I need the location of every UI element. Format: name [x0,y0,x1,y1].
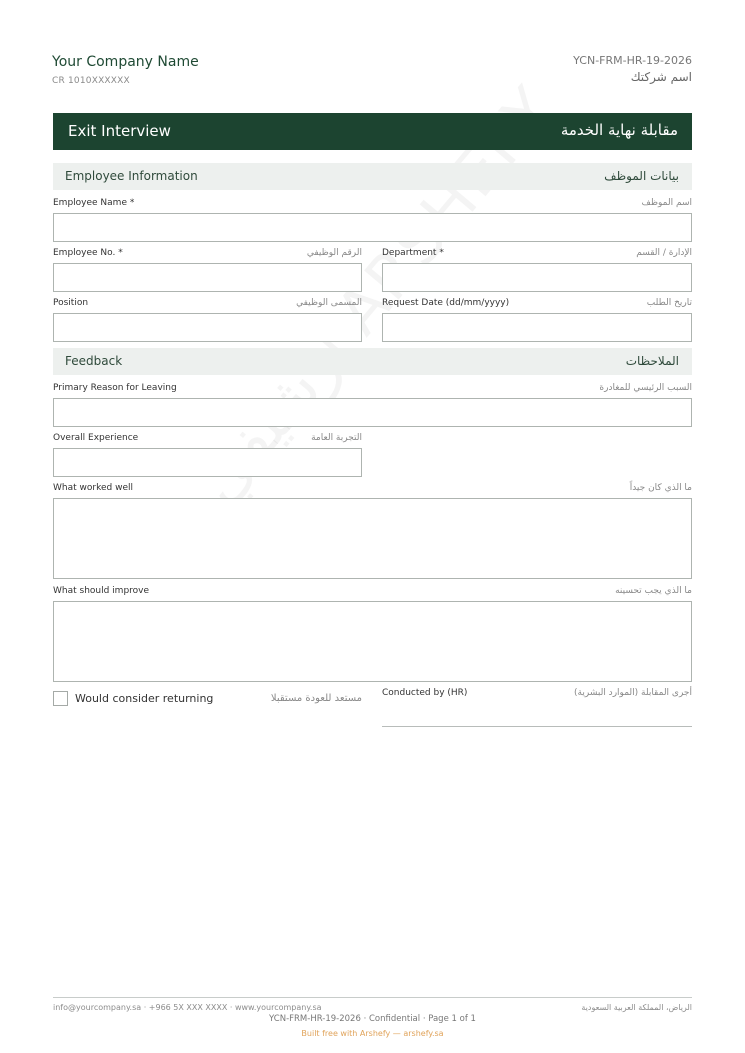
department-label: Department * [382,248,444,258]
section-feedback [53,348,692,375]
footer-page-info: YCN-FRM-HR-19-2026 · Confidential · Page 1 of 1 [269,1014,476,1024]
should-improve-textarea[interactable] [53,601,692,682]
footer-address-arabic: الرياض، المملكة العربية السعودية [581,1003,692,1012]
consider-returning-label-arabic: مستعد للعودة مستقبلا [270,693,362,704]
request-date-label: Request Date (dd/mm/yyyy) [382,298,510,308]
form-title-bar [53,113,692,150]
overall-experience-label-arabic: التجربة العامة [311,433,362,443]
department-label-arabic: الإدارة / القسم [636,248,692,258]
section-employee-information [53,163,692,190]
worked-well-textarea[interactable] [53,498,692,579]
form-title-arabic: مقابلة نهاية الخدمة [560,121,678,139]
employee-name-label: Employee Name * [53,198,135,208]
request-date-label-arabic: تاريخ الطلب [646,298,692,308]
should-improve-label: What should improve [53,586,150,596]
worked-well-label-arabic: ما الذي كان جيداً [629,483,692,493]
request-date-field[interactable] [382,313,692,342]
section-title: Feedback [65,354,123,368]
primary-reason-label-arabic: السبب الرئيسي للمغادرة [599,383,692,393]
document-code: YCN-FRM-HR-19-2026 [573,54,692,67]
position-field[interactable] [53,313,362,342]
footer-contact: info@yourcompany.sa · +966 5X XXX XXXX · www.yourcompany.sa [53,1003,322,1012]
form-title: Exit Interview [68,122,171,140]
section-title-arabic: بيانات الموظف [604,169,679,183]
company-name: Your Company Name [52,54,199,70]
conducted-by-label-arabic: أجرى المقابلة (الموارد البشرية) [574,688,692,698]
primary-reason-field[interactable] [53,398,692,427]
conducted-by-signature-line[interactable] [382,726,692,727]
footer-credit-link[interactable]: Built free with Arshefy — arshefy.sa [301,1029,444,1038]
footer-divider [53,997,692,998]
primary-reason-label: Primary Reason for Leaving [53,383,177,393]
employee-name-field[interactable] [53,213,692,242]
position-label-arabic: المسمى الوظيفي [296,298,362,308]
employee-name-label-arabic: اسم الموظف [641,198,692,208]
company-name-arabic: اسم شركتك [630,70,692,84]
company-cr-number: CR 1010XXXXXX [52,76,130,86]
employee-no-field[interactable] [53,263,362,292]
consider-returning-label: Would consider returning [75,692,214,705]
employee-no-label-arabic: الرقم الوظيفي [306,248,362,258]
position-label: Position [53,298,89,308]
overall-experience-label: Overall Experience [53,433,139,443]
conducted-by-label: Conducted by (HR) [382,688,468,698]
overall-experience-field[interactable] [53,448,362,477]
worked-well-label: What worked well [53,483,133,493]
consider-returning-checkbox[interactable] [53,691,68,706]
employee-no-label: Employee No. * [53,248,123,258]
section-title: Employee Information [65,169,198,183]
should-improve-label-arabic: ما الذي يجب تحسينه [615,586,692,596]
section-title-arabic: الملاحظات [625,354,679,368]
department-field[interactable] [382,263,692,292]
